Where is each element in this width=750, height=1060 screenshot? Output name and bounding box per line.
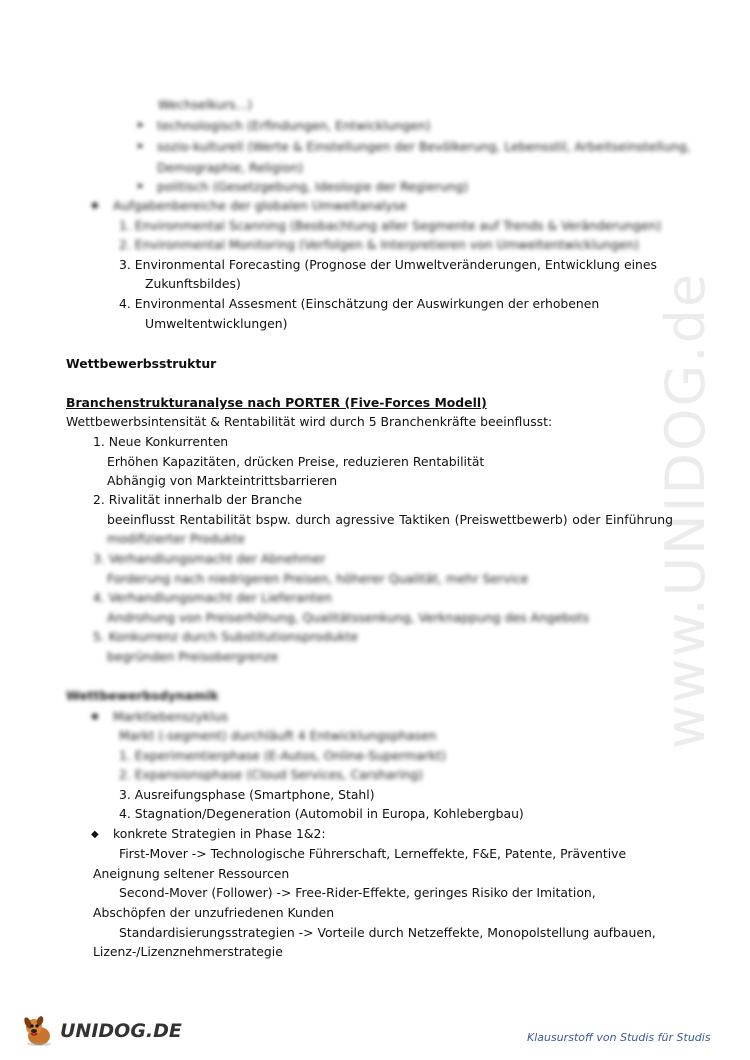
text-line: Zukunftsbildes) <box>145 276 241 291</box>
watermark-text: www.UNIDOG.de <box>654 271 718 749</box>
text-line: Second-Mover (Follower) -> Free-Rider-Effekte, geringes Risiko der Imitation, <box>119 885 596 900</box>
text-line: Umweltentwicklungen) <box>145 316 288 331</box>
arrow-bullet-icon: ➤ <box>136 181 145 192</box>
text-line: First-Mover -> Technologische Führerschaft, Lerneffekte, F&E, Patente, Präventive <box>119 846 627 861</box>
list-item: technologisch (Erfindungen, Entwicklungen) <box>157 118 431 133</box>
list-item: konkrete Strategien in Phase 1&2: <box>113 826 326 841</box>
list-item: Marktlebenszyklus <box>113 709 229 724</box>
list-item: 2. Expansionsphase (Cloud Services, Carsharing) <box>119 767 423 782</box>
section-heading: Wettbewerbsstruktur <box>66 356 217 371</box>
text-line: Wettbewerbsintensität & Rentabilität wird durch 5 Branchenkräfte beeinflusst: <box>66 414 553 429</box>
logo-text: UNIDOG.DE <box>60 1020 182 1042</box>
subsection-heading: Branchenstrukturanalyse nach PORTER (Five-Forces Modell) <box>66 395 487 410</box>
arrow-bullet-icon: ➤ <box>136 141 145 152</box>
list-item: 2. Rivalität innerhalb der Branche <box>93 492 303 507</box>
list-item: 3. Verhandlungsmacht der Abnehmer <box>93 551 326 566</box>
text-line: Forderung nach niedrigeren Preisen, höherer Qualität, mehr Service <box>107 571 529 586</box>
list-item: 1. Experimentierphase (E-Autos, Online-Supermarkt) <box>119 748 446 763</box>
dog-mascot-icon <box>22 1014 56 1048</box>
text-line: Androhung von Preiserhöhung, Qualitätssenkung, Verknappung des Angebots <box>107 610 590 625</box>
text-line: Markt (-segment) durchläuft 4 Entwicklungsphasen <box>119 728 437 743</box>
watermark <box>636 271 736 749</box>
list-item: 3. Environmental Forecasting (Prognose der Umweltveränderungen, Entwicklung eines <box>119 257 657 272</box>
footer-tagline: Klausurstoff von Studis für Studis <box>527 1031 711 1044</box>
text-line: Erhöhen Kapazitäten, drücken Preise, reduzieren Rentabilität <box>107 454 485 469</box>
section-heading: Wettbewerbsdynamik <box>66 688 219 703</box>
text-line: Abhängig von Markteintrittsbarrieren <box>107 473 338 488</box>
list-item: 4. Stagnation/Degeneration (Automobil in Europa, Kohlebergbau) <box>119 806 524 821</box>
text-line: Wechselkurs...) <box>158 97 253 112</box>
text-line: Standardisierungsstrategien -> Vorteile durch Netzeffekte, Monopolstellung aufbauen, <box>119 925 656 940</box>
list-item: 3. Ausreifungsphase (Smartphone, Stahl) <box>119 787 375 802</box>
logo <box>22 1014 182 1048</box>
list-item: 4. Environmental Assesment (Einschätzung der Auswirkungen der erhobenen <box>119 296 600 311</box>
list-item: 1. Neue Konkurrenten <box>93 434 229 449</box>
text-line: Lizenz-/Lizenznehmerstrategie <box>93 944 283 959</box>
list-item: 5. Konkurrenz durch Substitutionsprodukte <box>93 629 358 644</box>
list-item: sozio-kulturell (Werte & Einstellungen der Bevölkerung, Lebensstil, Arbeitseinstellung, <box>157 139 691 154</box>
text-line: Aneignung seltener Ressourcen <box>93 866 290 881</box>
text-line: modifizierter Produkte <box>107 531 245 546</box>
diamond-bullet-icon: ◆ <box>91 829 99 840</box>
text-line: begründen Preisobergrenze <box>107 649 279 664</box>
list-item: 4. Verhandlungsmacht der Lieferanten <box>93 590 332 605</box>
list-item: 1. Environmental Scanning (Beobachtung aller Segmente auf Trends & Veränderungen) <box>119 218 662 233</box>
arrow-bullet-icon: ➤ <box>136 120 145 131</box>
diamond-bullet-icon: ◆ <box>91 711 99 722</box>
text-line: Abschöpfen der unzufriedenen Kunden <box>93 905 335 920</box>
list-item: politisch (Gesetzgebung, Ideologie der Regierung) <box>157 179 469 194</box>
diamond-bullet-icon: ◆ <box>91 200 99 211</box>
list-item: 2. Environmental Monitoring (Verfolgen & Interpretieren von Umweltentwicklungen) <box>119 237 640 252</box>
list-item: Aufgabenbereiche der globalen Umweltanalyse <box>113 198 407 213</box>
text-line: beeinflusst Rentabilität bspw. durch agressive Taktiken (Preiswettbewerb) oder Einführung <box>107 512 673 527</box>
text-line: Demographie, Religion) <box>157 160 304 175</box>
